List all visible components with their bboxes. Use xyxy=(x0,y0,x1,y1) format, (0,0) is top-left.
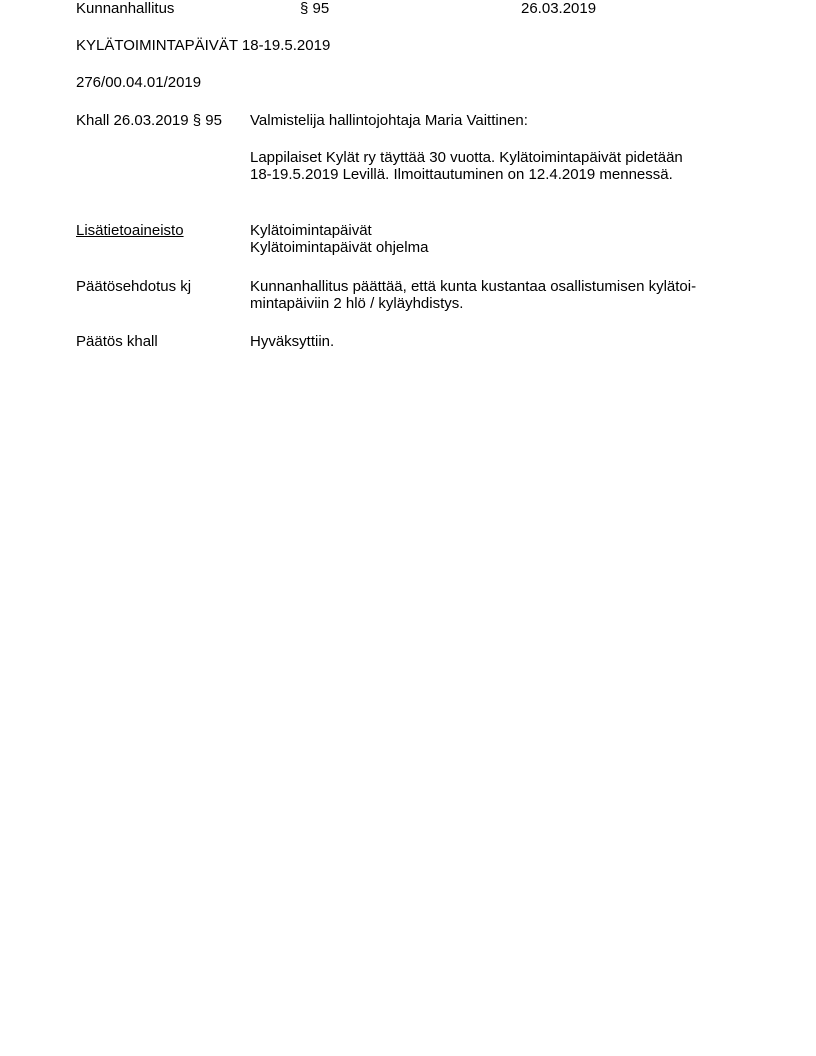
header-section-number: § 95 xyxy=(300,0,330,17)
decision-content xyxy=(250,333,750,350)
document-number: 276/00.04.01/2019 xyxy=(76,74,202,91)
proposal-line-2: mintapäiviin 2 hlö / kyläyhdistys. xyxy=(250,295,464,312)
document-title: KYLÄTOIMINTAPÄIVÄT 18-19.5.2019 xyxy=(76,37,331,54)
attachment-item: Kylätoimintapäivät ohjelma xyxy=(250,239,429,256)
attachment-item: Kylätoimintapäivät xyxy=(250,222,372,239)
attachments-list xyxy=(250,222,750,256)
khall-label: Khall 26.03.2019 § 95 xyxy=(76,112,222,129)
khall-text-line-2: 18-19.5.2019 Levillä. Ilmoittautuminen on 12.4.2019 mennessä. xyxy=(250,166,673,183)
khall-text-line-1: Lappilaiset Kylät ry täyttää 30 vuotta. Kylätoimintapäivät pidetään xyxy=(250,149,683,166)
header-body-name: Kunnanhallitus xyxy=(76,0,175,17)
khall-content xyxy=(250,112,750,183)
decision-label: Päätös khall xyxy=(76,333,158,350)
proposal-line-1: Kunnanhallitus päättää, että kunta kustantaa osallistumisen kylätoi- xyxy=(250,278,697,295)
decision-text: Hyväksyttiin. xyxy=(250,333,335,350)
attachments-label: Lisätietoaineisto xyxy=(76,222,184,239)
proposal-content xyxy=(250,278,750,312)
header-date: 26.03.2019 xyxy=(521,0,597,17)
proposal-label: Päätösehdotus kj xyxy=(76,278,192,295)
preparer-line: Valmistelija hallintojohtaja Maria Vaittinen: xyxy=(250,112,528,129)
